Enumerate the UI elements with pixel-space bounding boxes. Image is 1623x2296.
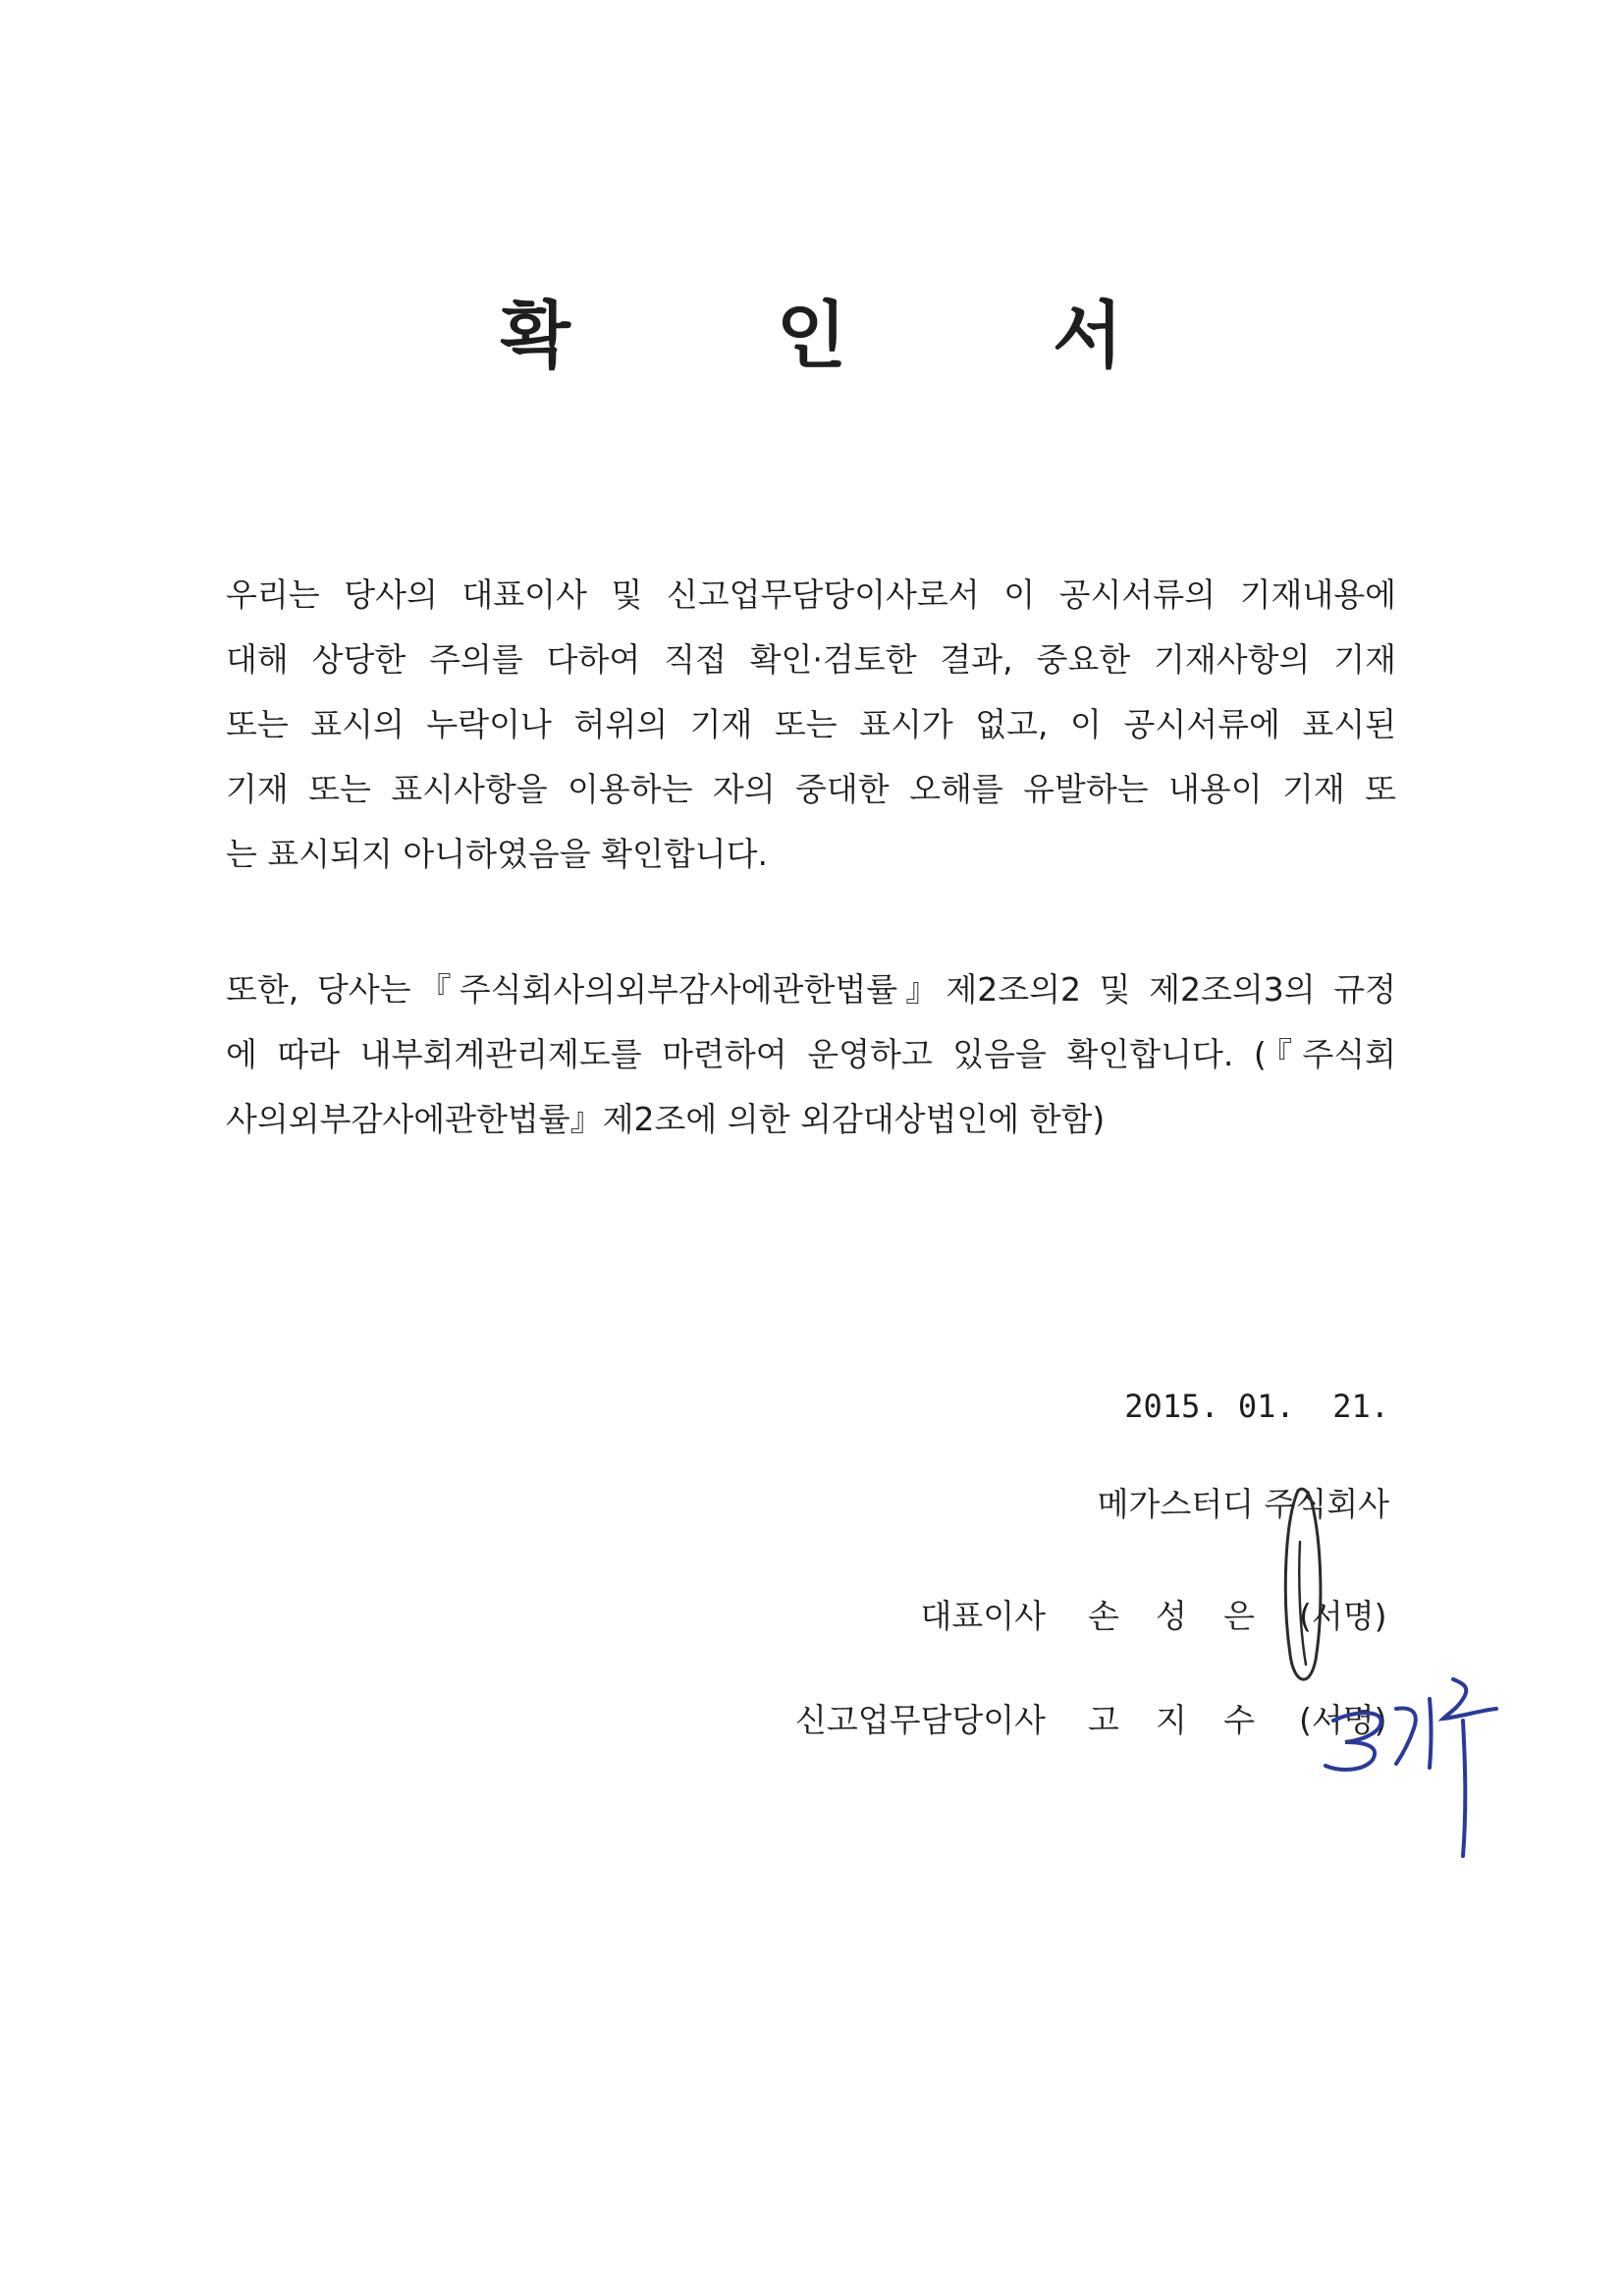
signatory-role: 신고업무담당이사 (794, 1701, 1046, 1739)
disclosure-officer-handwritten-signature (1316, 1669, 1512, 1866)
signature-mark-label: (서명) (1299, 1701, 1387, 1739)
paragraph-line: 기재 또는 표시사항을 이용하는 자의 중대한 오해를 유발하는 내용이 기재 또 (226, 770, 1396, 808)
name-char: 성 (1156, 1597, 1187, 1635)
document-date: 2015. 01. 21. (1124, 1388, 1389, 1425)
internal-control-paragraph (226, 970, 1396, 1165)
name-char: 수 (1223, 1701, 1255, 1739)
paragraph-line: 는 표시되지 아니하였음을 확인합니다. (226, 835, 769, 873)
paragraph-line: 에 따라 내부회계관리제도를 마련하여 운영하고 있음을 확인합니다. (『주식회 (226, 1035, 1396, 1073)
signatory-name (1088, 1701, 1255, 1740)
paragraph-line: 또한, 당사는『주식회사의외부감사에관한법률』제2조의2 및 제2조의3의 규정 (226, 970, 1396, 1009)
signatory-role: 대표이사 (920, 1597, 1046, 1635)
paragraph-line: 대해 상당한 주의를 다하여 직접 확인·검토한 결과, 중요한 기재사항의 기재 (226, 640, 1396, 679)
signatory-name (1088, 1597, 1255, 1636)
paragraph-line: 또는 표시의 누락이나 허위의 기재 또는 표시가 없고, 이 공시서류에 표시된 (226, 705, 1396, 743)
name-char: 지 (1156, 1701, 1187, 1739)
name-char: 은 (1223, 1597, 1255, 1635)
signatory-row-disclosure-officer (0, 1701, 1623, 1740)
paragraph-line: 사의외부감사에관한법률』제2조에 의한 외감대상법인에 한함) (226, 1100, 1106, 1138)
confirmation-paragraph (226, 575, 1396, 900)
document-title: 확 인 서 (500, 294, 1214, 378)
name-char: 손 (1088, 1597, 1119, 1635)
name-char: 고 (1088, 1701, 1119, 1739)
paragraph-line: 우리는 당사의 대표이사 및 신고업무담당이사로서 이 공시서류의 기재내용에 (226, 575, 1396, 614)
company-name: 메가스터디 주식회사 (1097, 1485, 1389, 1523)
signatory-row-ceo (0, 1597, 1623, 1636)
signature-mark-label: (서명) (1299, 1597, 1387, 1635)
